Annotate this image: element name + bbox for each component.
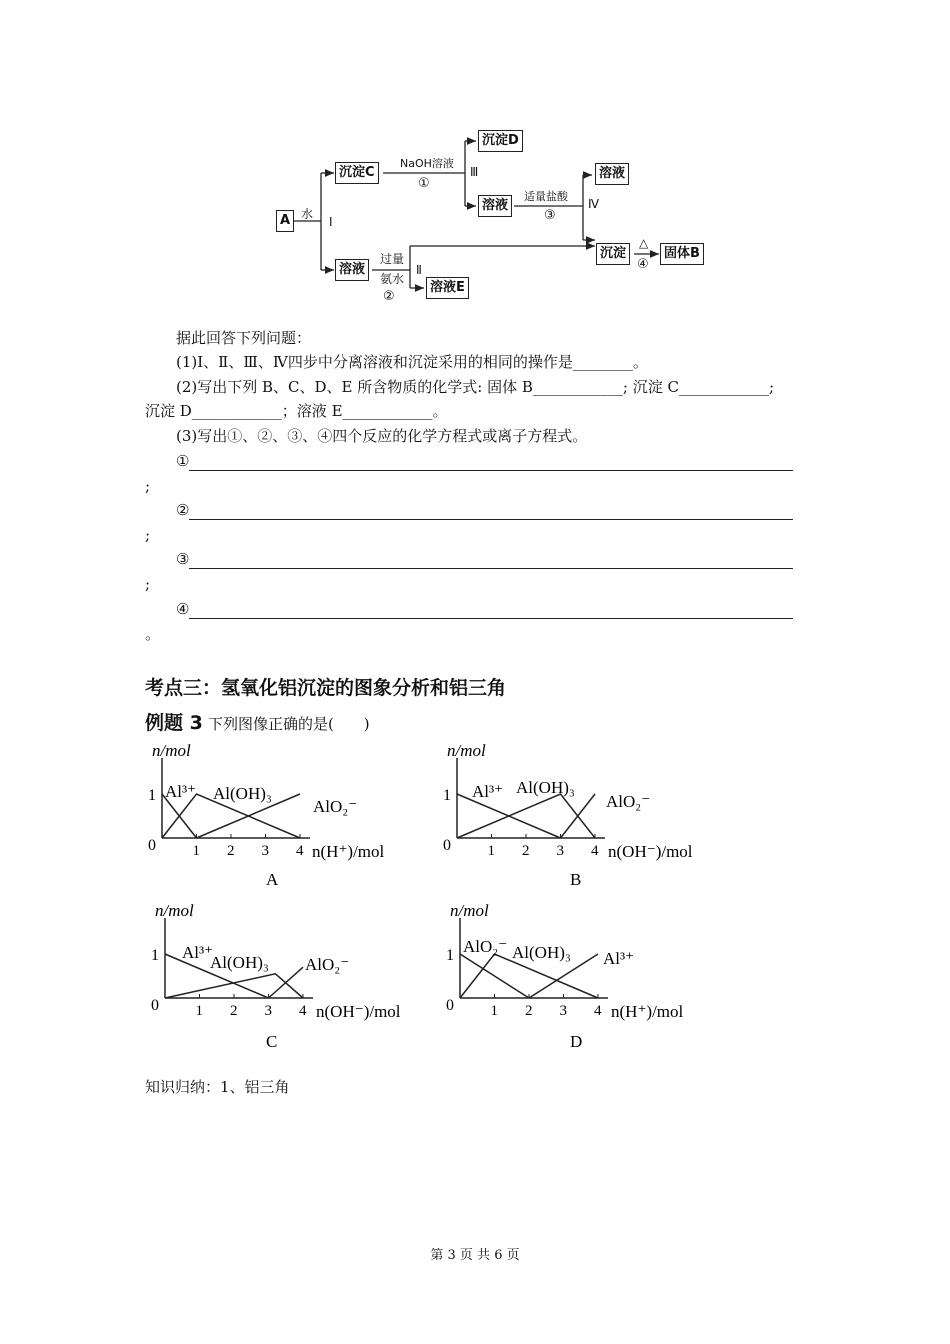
label-reaction-4: ④ [637, 257, 649, 272]
label-water: 水 [301, 207, 314, 221]
chart-c-label-aloh3: Al(OH)₃ [210, 953, 269, 972]
chart-a-label-aloh3: Al(OH)₃ [213, 784, 272, 803]
chart-c-y-tick-1: 1 [151, 947, 159, 964]
chart-d-origin-label: 0 [446, 997, 454, 1014]
chart-c-origin-label: 0 [151, 997, 159, 1014]
chart-a-x-tick-2: 2 [227, 843, 235, 859]
label-reaction-2: ② [383, 289, 395, 304]
question-1: (1)Ⅰ、Ⅱ、Ⅲ、Ⅳ四步中分离溶液和沉淀采用的相同的操作是________。 [176, 353, 648, 371]
answer-line-1-marker: ① [176, 452, 190, 470]
chart-a-y-tick-1: 1 [148, 787, 156, 804]
chart-b-label-aloh3: Al(OH)₃ [516, 778, 575, 797]
chart-a-x-tick-1: 1 [192, 843, 200, 859]
answer-4-end: 。 [145, 625, 161, 643]
question-2-line1: (2)写出下列 B、C、D、E 所含物质的化学式: 固体 B____________; 沉淀 C____________; [176, 378, 774, 396]
chart-d-x-label: n(H⁺)/mol [611, 1002, 684, 1021]
label-step-iv: Ⅳ [588, 197, 600, 211]
chart-b-x-tick-4: 4 [591, 843, 599, 859]
box-solid-b: 固体B [660, 243, 704, 265]
chart-b-origin-label: 0 [443, 837, 451, 854]
label-heat: △ [639, 236, 649, 250]
chart-b-x-tick-2: 2 [522, 843, 530, 859]
example-label: 例题 3 [145, 712, 203, 734]
chart-d-x-tick-3: 3 [559, 1003, 567, 1019]
chart-c-label-al3: Al³⁺ [182, 943, 214, 962]
chart-d-x-tick-2: 2 [525, 1003, 533, 1019]
answer-3-end: ; [145, 575, 151, 593]
chart-a-origin-label: 0 [148, 837, 156, 854]
question-intro: 据此回答下列问题： [176, 329, 312, 347]
label-step-ii: Ⅱ [416, 263, 422, 277]
section-heading: 考点三：氢氧化铝沉淀的图象分析和铝三角 [145, 677, 507, 699]
chart-c-x-label: n(OH⁻)/mol [316, 1002, 401, 1021]
answer-line-2-marker: ② [176, 501, 190, 519]
chart-c-x-tick-1: 1 [195, 1003, 203, 1019]
example-question: 下列图像正确的是( ) [207, 715, 370, 733]
chart-c-x-tick-4: 4 [299, 1003, 307, 1019]
chart-b-x-label: n(OH⁻)/mol [608, 842, 693, 861]
chart-b-x-tick-3: 3 [556, 843, 564, 859]
label-excess: 过量 [380, 252, 405, 266]
question-3: (3)写出①、②、③、④四个反应的化学方程式或离子方程式。 [176, 427, 588, 445]
knowledge-summary: 知识归纳：1、铝三角 [145, 1078, 290, 1096]
chart-d-label-al3: Al³⁺ [603, 949, 635, 968]
chart-a-y-label: n/mol [152, 741, 191, 760]
label-ammonia: 氨水 [380, 272, 405, 286]
label-step-i: Ⅰ [329, 215, 333, 229]
chart-b-y-label: n/mol [447, 741, 486, 760]
answer-line-3-marker: ③ [176, 550, 190, 568]
chart-d-label-alo2: AlO₂⁻ [463, 937, 508, 956]
box-solution-e: 溶液E [426, 277, 469, 299]
chart-c-y-label: n/mol [155, 901, 194, 920]
chart-b-label-alo2: AlO₂⁻ [606, 792, 651, 811]
label-reaction-3: ③ [544, 208, 556, 223]
chart-b-label-al3: Al³⁺ [472, 782, 504, 801]
label-hcl: 适量盐酸 [524, 190, 568, 203]
chart-d-y-label: n/mol [450, 901, 489, 920]
box-solution-right: 溶液 [595, 163, 629, 185]
chart-d-y-tick-1: 1 [446, 947, 454, 964]
answer-1-end: ; [145, 477, 151, 495]
label-naoh: NaOH溶液 [400, 157, 454, 170]
chart-a-x-label: n(H⁺)/mol [312, 842, 385, 861]
chart-b-y-tick-1: 1 [443, 787, 451, 804]
answer-2-end: ; [145, 526, 151, 544]
chart-d-caption: D [570, 1032, 583, 1051]
box-a: A [276, 210, 294, 232]
box-precipitate-right: 沉淀 [596, 243, 630, 265]
box-solution-bottom: 溶液 [335, 259, 369, 281]
question-2-line2: 沉淀 D____________；溶液 E____________。 [145, 402, 448, 420]
chart-c-label-alo2: AlO₂⁻ [305, 955, 350, 974]
chart-a-x-tick-4: 4 [296, 843, 304, 859]
chart-c-caption: C [266, 1032, 278, 1051]
chart-a-label-alo2: AlO₂⁻ [313, 797, 358, 816]
chart-a-x-tick-3: 3 [261, 843, 269, 859]
chart-a-caption: A [266, 870, 279, 889]
chart-a-label-al3: Al³⁺ [165, 782, 197, 801]
label-reaction-1: ① [418, 176, 430, 191]
chart-d-label-aloh3: Al(OH)₃ [512, 943, 571, 962]
box-precipitate-c: 沉淀C [335, 162, 379, 184]
box-solution-top: 溶液 [478, 195, 512, 217]
page-footer: 第 3 页 共 6 页 [430, 1248, 520, 1263]
label-step-iii: Ⅲ [470, 165, 479, 179]
chart-c-x-tick-2: 2 [230, 1003, 238, 1019]
chart-d-x-tick-4: 4 [594, 1003, 602, 1019]
chart-d-x-tick-1: 1 [490, 1003, 498, 1019]
chart-c-x-tick-3: 3 [264, 1003, 272, 1019]
chart-b-caption: B [570, 870, 582, 889]
chart-b-x-tick-1: 1 [487, 843, 495, 859]
box-precipitate-d: 沉淀D [478, 130, 523, 152]
answer-line-4-marker: ④ [176, 600, 190, 618]
